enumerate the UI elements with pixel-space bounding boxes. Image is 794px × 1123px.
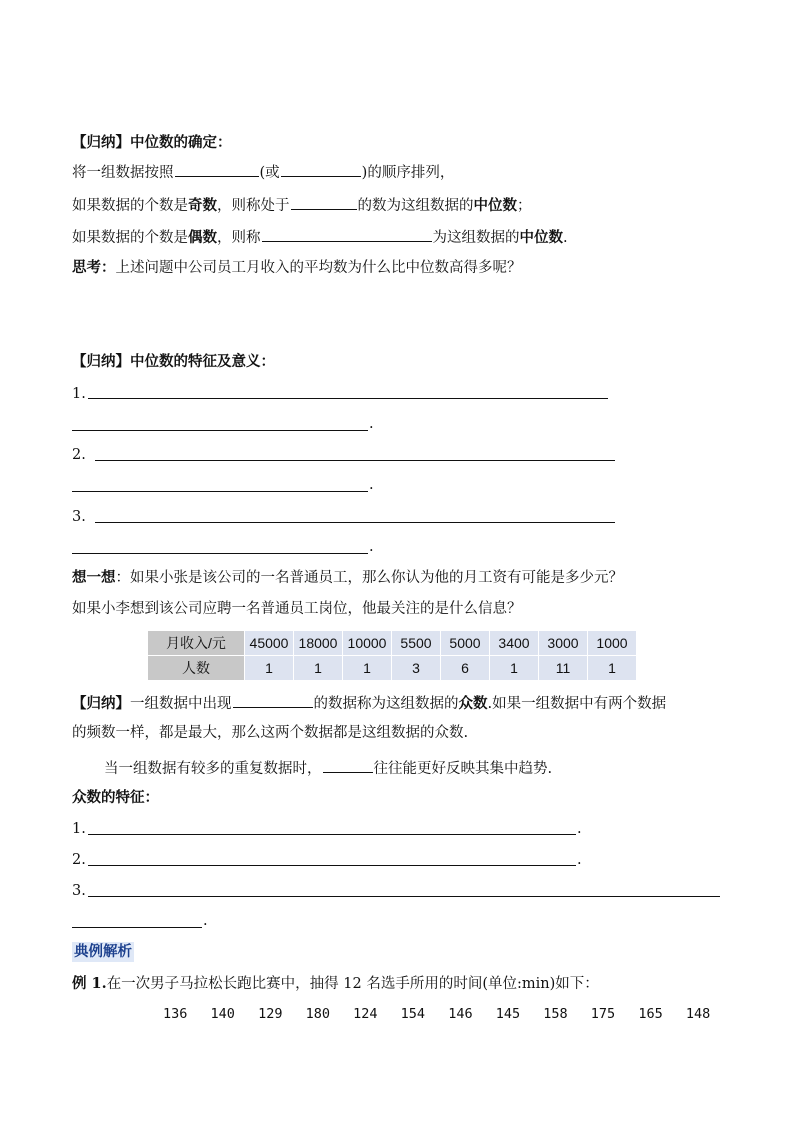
income-cell: 3400 [490,631,539,656]
keyword: 奇数 [188,197,217,214]
label: 思考： [72,259,116,276]
period: . [577,852,582,868]
blank [262,227,432,242]
time-value: 154 [400,1006,426,1022]
keyword: 众数 [458,695,488,712]
median-rule-line-2 [72,195,532,216]
time-value: 124 [353,1006,378,1022]
text: ，则称处于 [217,198,290,214]
answer-line [88,865,576,866]
keyword: 偶数 [188,229,217,246]
text: 为这组数据的 [432,230,520,246]
income-cell: 3000 [539,631,588,656]
time-value: 165 [638,1006,663,1022]
mode-features-heading: 众数的特征： [72,789,159,806]
time-value: 145 [495,1006,521,1022]
answer-line [88,896,720,897]
count-row [148,656,637,681]
label: 【归纳】 [72,695,130,712]
text: ：如果小张是该公司的一名普通员工，那么你认为他的月工资有可能是多少元？ [115,570,623,586]
text: 当一组数据有较多的重复数据时， [104,761,322,777]
keyword: 中位数 [519,229,563,246]
blank [291,195,357,210]
time-value: 136 [163,1006,188,1022]
think-about-line-1 [72,568,623,588]
time-value: 158 [543,1006,568,1022]
period: . [369,539,374,555]
count-cell: 1 [588,656,637,681]
mode-feature-3-label: 3. [72,883,86,899]
income-cell: 18000 [294,631,343,656]
time-value: 146 [448,1006,473,1022]
text: (或 [259,165,280,181]
marathon-times [163,1006,719,1022]
section-title: 典例解析 [74,943,132,960]
time-value: 140 [210,1006,235,1022]
feature-3-label: 3. [72,509,86,525]
income-table [147,630,637,681]
text: . [563,230,568,246]
median-rule-line-1 [72,162,454,183]
count-cell: 1 [245,656,294,681]
mode-definition-line-1 [72,693,666,714]
blank [233,693,313,708]
text: 往往能更好反映其集中趋势. [373,761,553,777]
mode-feature-2-label: 2. [72,852,86,868]
blank [281,162,361,177]
answer-line [72,491,368,492]
label: 想一想 [72,569,116,586]
period: . [203,913,208,929]
example-1 [72,974,599,994]
income-cell: 1000 [588,631,637,656]
income-cell: 45000 [245,631,294,656]
income-header: 月收入/元 [148,631,245,656]
label: 例 1. [72,975,107,992]
text: .如果一组数据中有两个数据 [487,696,667,712]
answer-line [88,398,608,399]
text: 在一次男子马拉松长跑比赛中，抽得 12 名选手所用的时间(单位:min)如下： [106,976,599,992]
text: 如果数据的个数是 [72,230,188,246]
text: 上述问题中公司员工月收入的平均数为什么比中位数高得多呢？ [115,260,522,276]
count-cell: 1 [343,656,392,681]
income-cell: 5500 [392,631,441,656]
text: ，则称 [217,230,261,246]
text: 将一组数据按照 [72,165,174,181]
time-value: 175 [590,1006,616,1022]
summary-heading-median: 【归纳】中位数的确定： [72,134,232,151]
keyword: 中位数 [473,197,517,214]
text: )的顺序排列， [361,165,455,181]
time-value: 129 [258,1006,283,1022]
mode-feature-1-label: 1. [72,821,86,837]
count-cell: 6 [441,656,490,681]
answer-line [88,834,576,835]
count-cell: 3 [392,656,441,681]
feature-2-label: 2. [72,447,86,463]
text: 如果数据的个数是 [72,198,188,214]
answer-line [95,460,615,461]
text: 的数据称为这组数据的 [313,696,459,712]
count-cell: 1 [294,656,343,681]
answer-line [95,522,615,523]
income-row [148,631,637,656]
think-question [72,258,522,278]
text: ； [517,198,532,214]
time-value: 148 [685,1006,711,1022]
think-about-line-2: 如果小李想到该公司应聘一名普通员工岗位，他最关注的是什么信息？ [72,601,522,617]
summary-heading-median-features: 【归纳】中位数的特征及意义： [72,353,275,370]
income-cell: 10000 [343,631,392,656]
answer-line [72,927,202,928]
mode-definition-line-3 [104,758,552,779]
period: . [369,477,374,493]
blank [323,758,373,773]
count-cell: 1 [490,656,539,681]
feature-1-label: 1. [72,386,86,402]
answer-line [72,430,368,431]
count-header: 人数 [148,656,245,681]
answer-line [72,553,368,554]
income-cell: 5000 [441,631,490,656]
period: . [577,821,582,837]
text: 一组数据中出现 [130,696,232,712]
mode-definition-line-2: 的频数一样，都是最大，那么这两个数据都是这组数据的众数. [72,725,469,741]
blank [175,162,259,177]
time-value: 180 [305,1006,330,1022]
text: 的数为这组数据的 [357,198,474,214]
median-rule-line-3 [72,227,568,248]
period: . [369,416,374,432]
count-cell: 11 [539,656,588,681]
